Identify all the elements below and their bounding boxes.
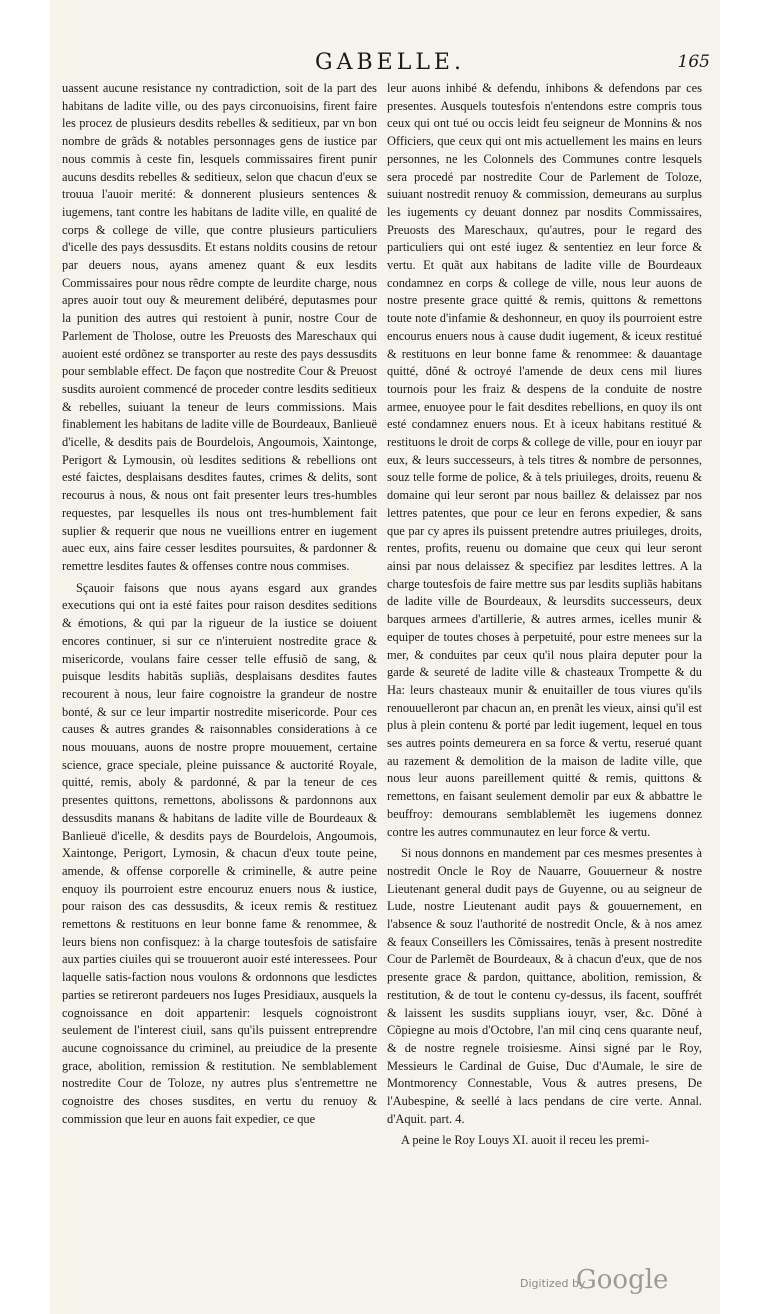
google-logo: Google xyxy=(576,1265,669,1295)
page-number: 165 xyxy=(677,52,710,72)
digitized-by-label: Digitized by xyxy=(520,1277,586,1290)
paragraph: uassent aucune resistance ny contradiction, soit de la part des habitans de ladite ville, ou des pays circonuoisins, firent faire les procez de plusieurs desdits rebelles & seditieux, par vn bon nombre de grãds & notables personnages gens de iustice par nous commis à ceste fin, lesquels commissaires firent punir aucuns desdits rebelles & seditieux, selon que chacun d'eux se trouua l'auoir merité: & donnerent plusieurs sentences & iugemens, tant contre les habitans de ladite ville, en qualité de corps & college de ville, que contre plusieurs particuliers d'icelle des pays dessusdits. Et estans noldits cousins de retour par deuers nous, ayans amenez quant & eux lesdits Commissaires pour nous rẽdre compte de leurdite charge, nous apres auoir tout ouy & meurement delibéré, deputasmes pour la punition des autres qui restoient à punir, nostre Cour de Parlement de Tholose, outre les Preuosts des Mareschaux qui auoient esté ordõnez se transporter au reste des pays dessusdits pour semblable effect. De façon que nostredite Cour & Preuost susdits auroient commencé de proceder contre lesdits seditieux & rebelles, suiuant la teneur de leurs commissions. Mais finablement les habitans de ladite ville de Bourdeaux, Banlieuë d'icelle, & desdits pais de Bourdelois, Angoumois, Xaintonge, Perigort & Lymousin, où lesdites seditions & rebellions ont esté faictes, desplaisans desdites fautes, crimes & delits, sont recourus à nous, & nous ont fait presenter leurs tres-humbles requestes, par lesquelles ils nous ont tres-humblement fait suplier & requerir que nous ne vueillions entrer en iugement auec eux, ains faire cesser lesdites poursuites, & pardonner & remettre lesdites fautes & offenses contre nous commises. xyxy=(62,81,377,573)
digitized-watermark xyxy=(520,1265,670,1297)
page-header xyxy=(50,50,720,80)
paragraph: leur auons inhibé & defendu, inhibons & defendons par ces presentes. Ausquels toutesfois n'entendons estre compris tous ceux qui ont tué ou occis leidt feu seigneur de Monnins & nos Officiers, que ceux qui ont mis actuellement les mains en leurs personnes, ne les Colonnels des Communes contre lesquels sera procedé par nostredite Cour de Parlement de Toloze, suiuant nostredit renuoy & commission, demeurans au surplus les iugements cy deuant donnez par nosdits Commissaires, Preuosts des Mareschaux, qu'autres, pour le regard des particuliers qui ont esté iugez & sententiez en leur force & vertu. Et quãt aux habitans de ladite ville de Bourdeaux condamnez en corps & college de ville, nous leur auons de nostre presente grace quitté & remis, quittons & remettons toute note d'infamie & deshonneur, en quoy ils pourroient estre encourus enuers nous à cause dudit iugement, & iceux restitué & restituons en leur bonne fame & renommee: & dauantage quitté, dõné & octroyé l'amende de deux cens mil liures tournois pour les fraiz & despens de la conduite de nostre armee, enuoyee pour le fait desdites rebellions, en quoy ils ont esté condamnez enuers nous. Et à iceux habitans restitué & restituons le droit de corps & college de ville, pour en iouyr par eux, & leurs successeurs, à tels titres & nombre de personnes, souz telle forme de police, & à tels priuileges, droits, reuenu & domaine qui leur seront par nous baillez & delaissez par nos lettres patentes, que pour ce leur en ferons expedier, & sans que par cy apres ils puissent pretendre autres priuileges, droits, rentes, profits, reuenu ou domaine que ceux qui leur seront ainsi par nous delaissez & specifiez par lesdites lettres. A la charge toutesfois de faire mettre sus par lesdits supliãs habitans de ladite ville de Bourdeaux, & leursdits successeurs, deux barques armees d'artillerie, & autres armes, icelles munir & equiper de toutes choses à perpetuité, pour estre menees sur la mer, & conduites par ceux qu'il nous plaira deputer pour la garde & seureté de ladite ville & chasteaux Trompette & du Ha: leurs chasteaux munir & enuitailler de tous viures qu'ils renouuelleront par chacun an, en prenãt les vieux, ainsi qu'il est plus à plein contenu & porté par ledit iugement, lequel en tous ses autres points demeurera en sa force & vertu, reserué quant au razement & demolition de la maison de ladite ville, que nous leur auons pareillement quitté & remis, quittons & remettons, en faisant seulement demolir par eux & abbattre le beuffroy: demourans semblablemẽt les iugemens donnez contre les autres communautez en leur force & vertu. xyxy=(387,81,702,839)
paragraph: A peine le Roy Louys XI. auoit il receu les premi- xyxy=(401,1133,650,1148)
paragraph: Sçauoir faisons que nous ayans esgard aux grandes executions qui ont ia esté faites pour raison desdites seditions & émotions, & qui par la rigueur de la iustice se doiuent encores continuer, si sur ce n'interuient nostredite grace & misericorde, voulans faire cesser telle effusiõ de sang, & puisque lesdits habitãs supliãs, desplaisans desdites fautes recourent à nous, leur faire cognoistre la grandeur de nostre bonté, & sur ce leur impartir nostredite misericorde. Pour ces causes & autres grandes & raisonnables considerations à ce nous mouuans, auons de nostre propre mouuement, certaine science, grace speciale, pleine puissance & auctorité Royale, quitté, remis, aboly & pardonné, & par la teneur de ces presentes quittons, remettons, abolissons & pardonnons aux dessusdits manans & habitans de ladite ville de Bourdeaux & Banlieuë d'icelle, & desdits pays de Bourdelois, Angoumois, Xaintonge, Perigort, Lymosin, & chacun d'eux toute peine, amende, & offense corporelle & criminelle, & autre peine enquoy ils pourroient estre encouruz enuers nous & iustice, pour raison des cas dessusdits, & iceux remis & restituez remettons & restituons en leur bonne fame & renommee, & leurs biens non confisquez: à la charge toutesfois de satisfaire aux parties ciuiles qui se trouueront auoir esté interessees. Pour laquelle satis-faction nous voulons & ordonnons que lesdictes parties se retireront pardeuers nos Iuges Presidiaux, ausquels la cognoissance en doit appartenir: lesquels cognoistront seulement de l'interest ciuil, sans qu'ils puissent entreprendre aucune cognoissance du criminel, au preiudice de la presente grace, abolition, remission & restitution. Ne semblablement nostredite Cour de Toloze, ny autres plus s'entremettre ne cognoistre des choses susdites, en vertu du renuoy & commission que leur en auons fait expedier, ce que xyxy=(62,580,377,1126)
book-page xyxy=(50,0,720,1314)
paragraph: Si nous donnons en mandement par ces mesmes presentes à nostredit Oncle le Roy de Nauarre, Gouuerneur & nostre Lieutenant general dudit pays de Guyenne, ou au seigneur de Lude, nostre Lieutenant audit pays & gouuernement, en l'absence & souz l'authorité de nostredit Oncle, & à nos amez & feaux Conseillers les Cõmissaires, tenãs à present nostredite Cour de Parlemẽt de Bourdeaux, & à chacun d'eux, que de nos presente grace & pardon, quittance, abolition, remission, & restitution, & de tout le contenu cy-dessus, ils facent, souffrét & laissent les susdits supplians iouyr, vser, &c. Dõné à Cõpiegne au mois d'Octobre, l'an mil cinq cens quarante neuf, & de nostre regnele troisiesme. Ainsi signé par le Roy, Messieurs le Cardinal de Guise, Duc d'Aumale, le sire de Montmorency Connestable, Vous & autres presens, De l'Aubespine, & seellé à lacs pendans de cire verte. Annal. d'Aquit. part. 4. xyxy=(387,846,702,1126)
left-column xyxy=(62,80,377,1280)
right-column xyxy=(387,80,702,1280)
running-head: GABELLE. xyxy=(315,50,465,75)
